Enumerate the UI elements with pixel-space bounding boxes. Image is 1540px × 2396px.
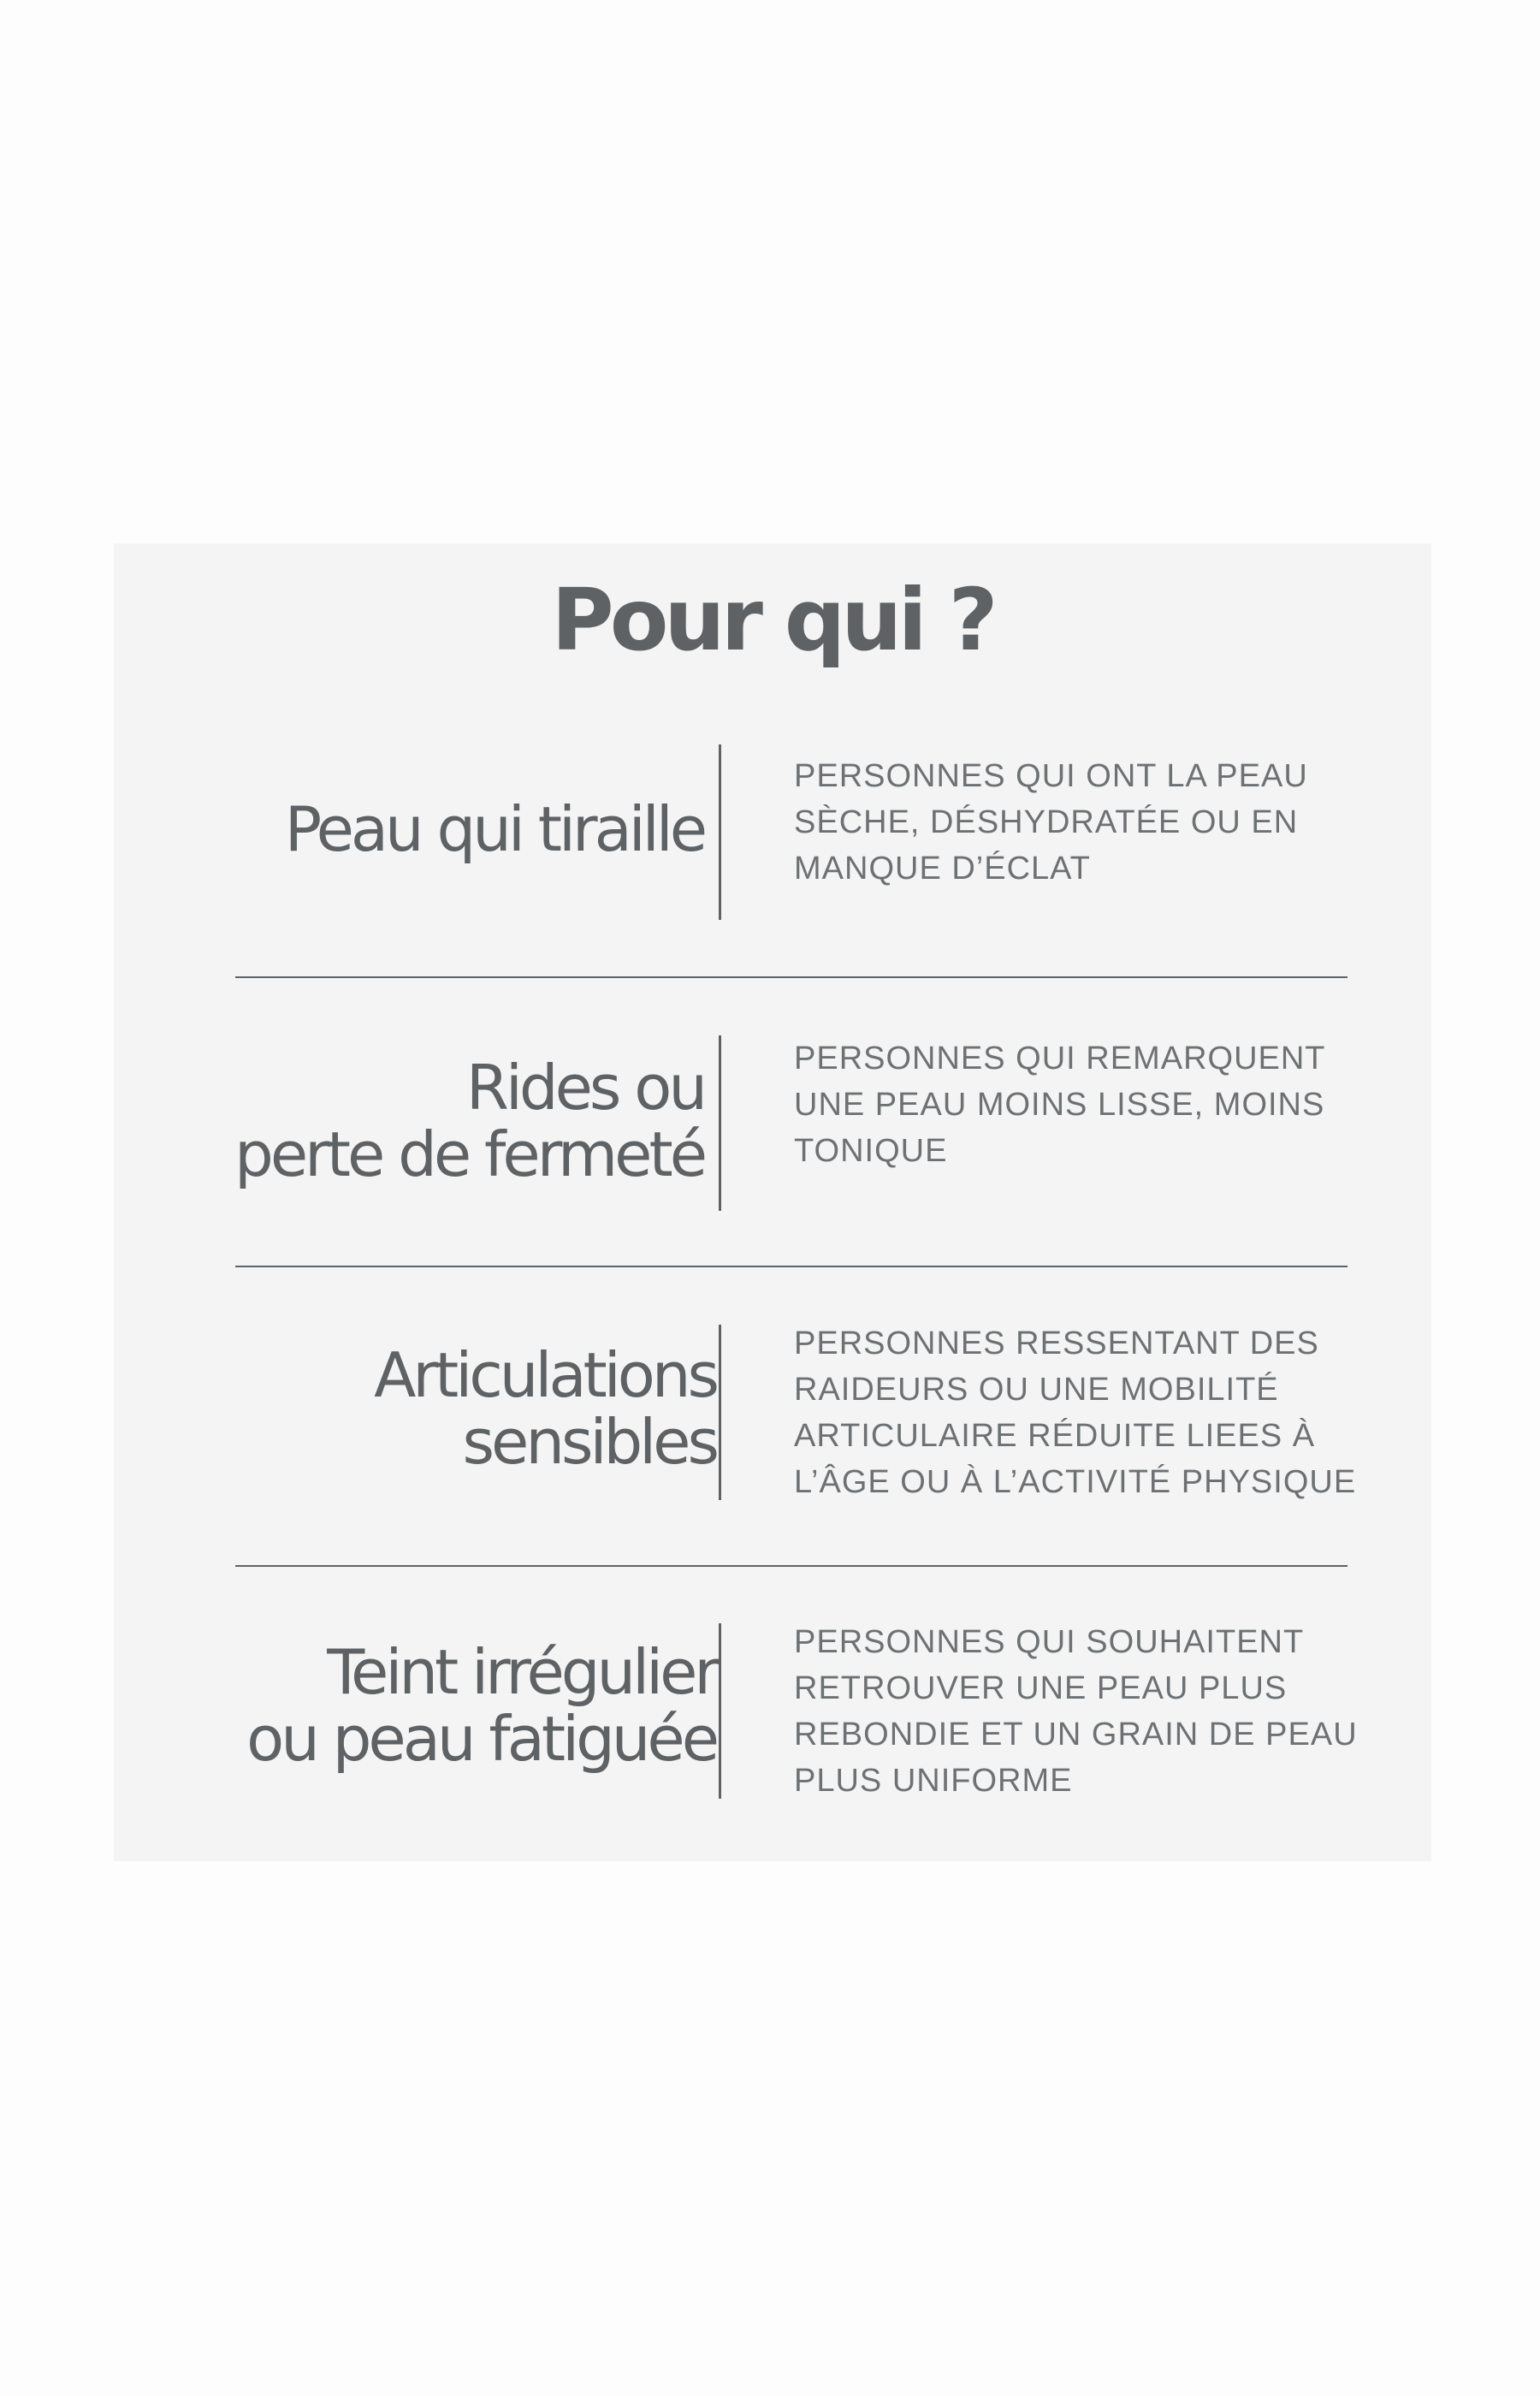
vertical-divider xyxy=(719,744,721,920)
audience-heading-line: Articulations xyxy=(374,1339,716,1411)
audience-row-tired-skin xyxy=(114,1623,1431,1803)
audience-description-line: UNE PEAU MOINS LISSE, MOINS xyxy=(794,1087,1325,1123)
audience-heading xyxy=(284,793,704,865)
audience-description-line: MANQUE D’ÉCLAT xyxy=(794,851,1091,887)
audience-description xyxy=(794,753,1308,892)
audience-row-joints xyxy=(114,1325,1431,1504)
row-divider xyxy=(235,1266,1348,1267)
audience-heading xyxy=(234,1054,704,1188)
vertical-divider xyxy=(719,1035,721,1211)
audience-description-line: REBONDIE ET UN GRAIN DE PEAU xyxy=(794,1717,1358,1753)
audience-description-line: PERSONNES QUI REMARQUENT xyxy=(794,1041,1326,1076)
audience-description-line: PLUS UNIFORME xyxy=(794,1763,1073,1799)
audience-heading xyxy=(246,1636,716,1775)
panel-title: Pour qui ? xyxy=(551,570,994,670)
audience-description-line: RETROUVER UNE PEAU PLUS xyxy=(794,1670,1288,1706)
audience-heading-line: perte de fermeté xyxy=(234,1118,704,1190)
audience-heading-line: ou peau fatiguée xyxy=(246,1703,716,1775)
audience-description-line: PERSONNES QUI SOUHAITENT xyxy=(794,1624,1305,1660)
audience-heading-line: Teint irrégulier xyxy=(327,1636,716,1708)
audience-description-line: PERSONNES QUI ONT LA PEAU xyxy=(794,758,1308,794)
vertical-divider xyxy=(719,1325,721,1500)
audience-heading-line: Rides ou xyxy=(465,1052,704,1124)
audience-description xyxy=(794,1035,1326,1174)
audience-description-line: RAIDEURS OU UNE MOBILITÉ xyxy=(794,1372,1279,1408)
row-divider xyxy=(235,976,1348,978)
audience-heading xyxy=(374,1339,716,1478)
audience-description-line: SÈCHE, DÉSHYDRATÉE OU EN xyxy=(794,804,1299,840)
audience-row-wrinkles xyxy=(114,1035,1431,1215)
audience-heading-line: Peau qui tiraille xyxy=(284,793,704,865)
audience-description-line: PERSONNES RESSENTANT DES xyxy=(794,1326,1319,1361)
vertical-divider xyxy=(719,1623,721,1799)
audience-description xyxy=(794,1320,1356,1505)
audience-description-line: L’ÂGE OU À L’ACTIVITÉ PHYSIQUE xyxy=(794,1464,1357,1500)
target-audience-panel xyxy=(114,543,1431,1861)
audience-description-line: ARTICULAIRE RÉDUITE LIEES À xyxy=(794,1418,1316,1454)
row-divider xyxy=(235,1565,1348,1567)
audience-heading-line: sensibles xyxy=(462,1406,716,1478)
audience-row-dry-skin xyxy=(114,744,1431,924)
audience-description xyxy=(794,1619,1358,1804)
audience-description-line: TONIQUE xyxy=(794,1133,948,1169)
